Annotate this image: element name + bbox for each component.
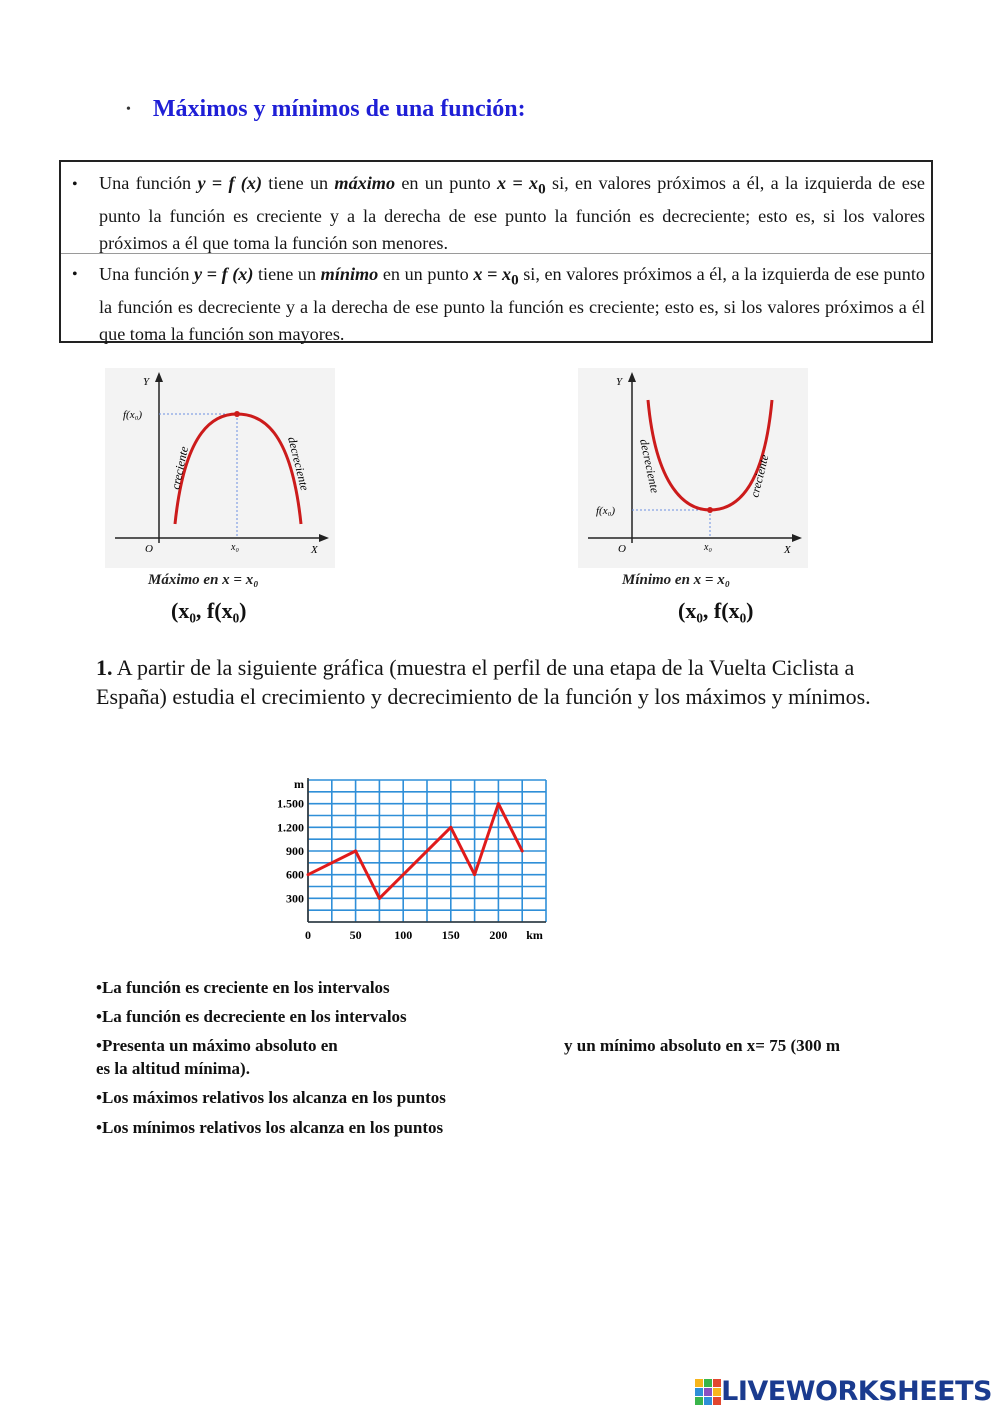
minimum-caption: Mínimo en x = x₀ <box>622 572 730 588</box>
fx0-label: f(x₀) <box>596 505 616 517</box>
liveworksheets-logo <box>695 1376 992 1407</box>
elevation-point <box>307 873 310 876</box>
answer-bullet: • <box>96 1036 102 1055</box>
decreasing-label: decreciente <box>285 435 312 492</box>
section-title: Máximos y mínimos de una función: <box>152 96 526 122</box>
x-tick-label: 150 <box>441 928 460 942</box>
origin-label: O <box>145 543 153 555</box>
x0-label: x₀ <box>231 542 239 553</box>
maximum-figure <box>105 368 335 568</box>
minimum-figure <box>578 368 808 568</box>
answer-bullet: • <box>96 978 102 997</box>
elevation-point <box>521 850 524 853</box>
definitions-divider <box>61 253 931 254</box>
y-tick-label: 900 <box>286 844 304 858</box>
x0-label: x₀ <box>704 542 712 553</box>
exercise-statement <box>96 653 876 711</box>
section-heading <box>126 96 526 123</box>
y-tick-label: 600 <box>286 867 304 882</box>
answer-bullet: • <box>96 1118 102 1137</box>
elevation-point <box>449 826 452 829</box>
answer-relative-minima: •Los mínimos relativos los alcanza en los puntos <box>96 1118 444 1137</box>
chart-labels <box>277 777 543 942</box>
elevation-point <box>473 873 476 876</box>
definition-minimum: Una función y = f (x) tiene un mínimo en un punto $x = x_0$ si, en valores próximos a él, a la izquierda de ese punto la función es decreciente y a la derecha de ese punto la función es creciente; esto es, si los valores próximos a él que toma la función son mayores. <box>99 264 925 344</box>
x-tick-label: 100 <box>394 928 413 942</box>
exercise-text: A partir de la siguiente gráfica (muestra el perfil de una etapa de la Vuelta Ciclista a España) estudia el crecimiento y decrecimiento de la función y los máximos y mínimos. <box>96 655 871 709</box>
x-tick-label: 0 <box>305 928 311 942</box>
definition-maximum: Una función y = f (x) tiene un máximo en un punto $x = x_0$ si, en valores próximos a él, a la izquierda de ese punto la función es creciente y a la derecha de ese punto la función es decreciente; esto es, si los valores próximos a él que toma la función son menores. <box>99 173 925 253</box>
answer-increasing: •La función es creciente en los intervalos <box>96 978 390 997</box>
elevation-point <box>497 802 500 805</box>
definition-bullet: • <box>72 176 78 193</box>
answer-absolute-minimum-cont: es la altitud mínima). <box>96 1059 250 1078</box>
minimum-point <box>707 507 713 513</box>
exercise-number: 1. <box>96 655 113 680</box>
x-axis-unit: km <box>526 928 543 942</box>
answer-bullet: • <box>96 1007 102 1026</box>
maximum-point <box>234 411 240 417</box>
fx0-label: f(x₀) <box>123 409 143 421</box>
liveworksheets-icon <box>695 1379 721 1405</box>
y-tick-label: 300 <box>286 891 304 906</box>
increasing-label: creciente <box>747 453 772 499</box>
y-tick-label: 1.200 <box>277 820 304 835</box>
answer-absolute-maximum: •Presenta un máximo absoluto en <box>96 1036 338 1055</box>
answer-bullet: • <box>96 1088 102 1107</box>
y-tick-label: 1.500 <box>277 796 304 811</box>
elevation-profile-chart <box>262 772 562 948</box>
y-axis-label: Y <box>616 376 623 388</box>
answer-decreasing: •La función es decreciente en los intervalos <box>96 1007 407 1026</box>
y-axis-label: Y <box>143 376 150 388</box>
x-axis-label: X <box>784 544 791 556</box>
maximum-caption: Máximo en x = x₀ <box>148 572 259 588</box>
definitions-box <box>59 160 933 343</box>
origin-label: O <box>618 543 626 555</box>
heading-bullet: • <box>126 101 131 117</box>
maximum-point-label: (x₀, f(x₀) <box>171 598 247 623</box>
x-axis-label: X <box>311 544 318 556</box>
minimum-point-label: (x₀, f(x₀) <box>678 598 754 623</box>
x-tick-label: 200 <box>489 928 508 942</box>
y-axis-unit: m <box>294 777 304 791</box>
x-tick-label: 50 <box>349 928 362 942</box>
brand-name: LIVEWORKSHEETS <box>721 1376 992 1407</box>
answer-relative-maxima: •Los máximos relativos los alcanza en los puntos <box>96 1088 446 1107</box>
decreasing-label: decreciente <box>637 437 663 495</box>
elevation-point <box>354 850 357 853</box>
definition-bullet: • <box>72 266 78 283</box>
elevation-point <box>378 897 381 900</box>
increasing-label: creciente <box>168 445 191 491</box>
answer-absolute-minimum: y un mínimo absoluto en x= 75 (300 m <box>564 1036 841 1055</box>
